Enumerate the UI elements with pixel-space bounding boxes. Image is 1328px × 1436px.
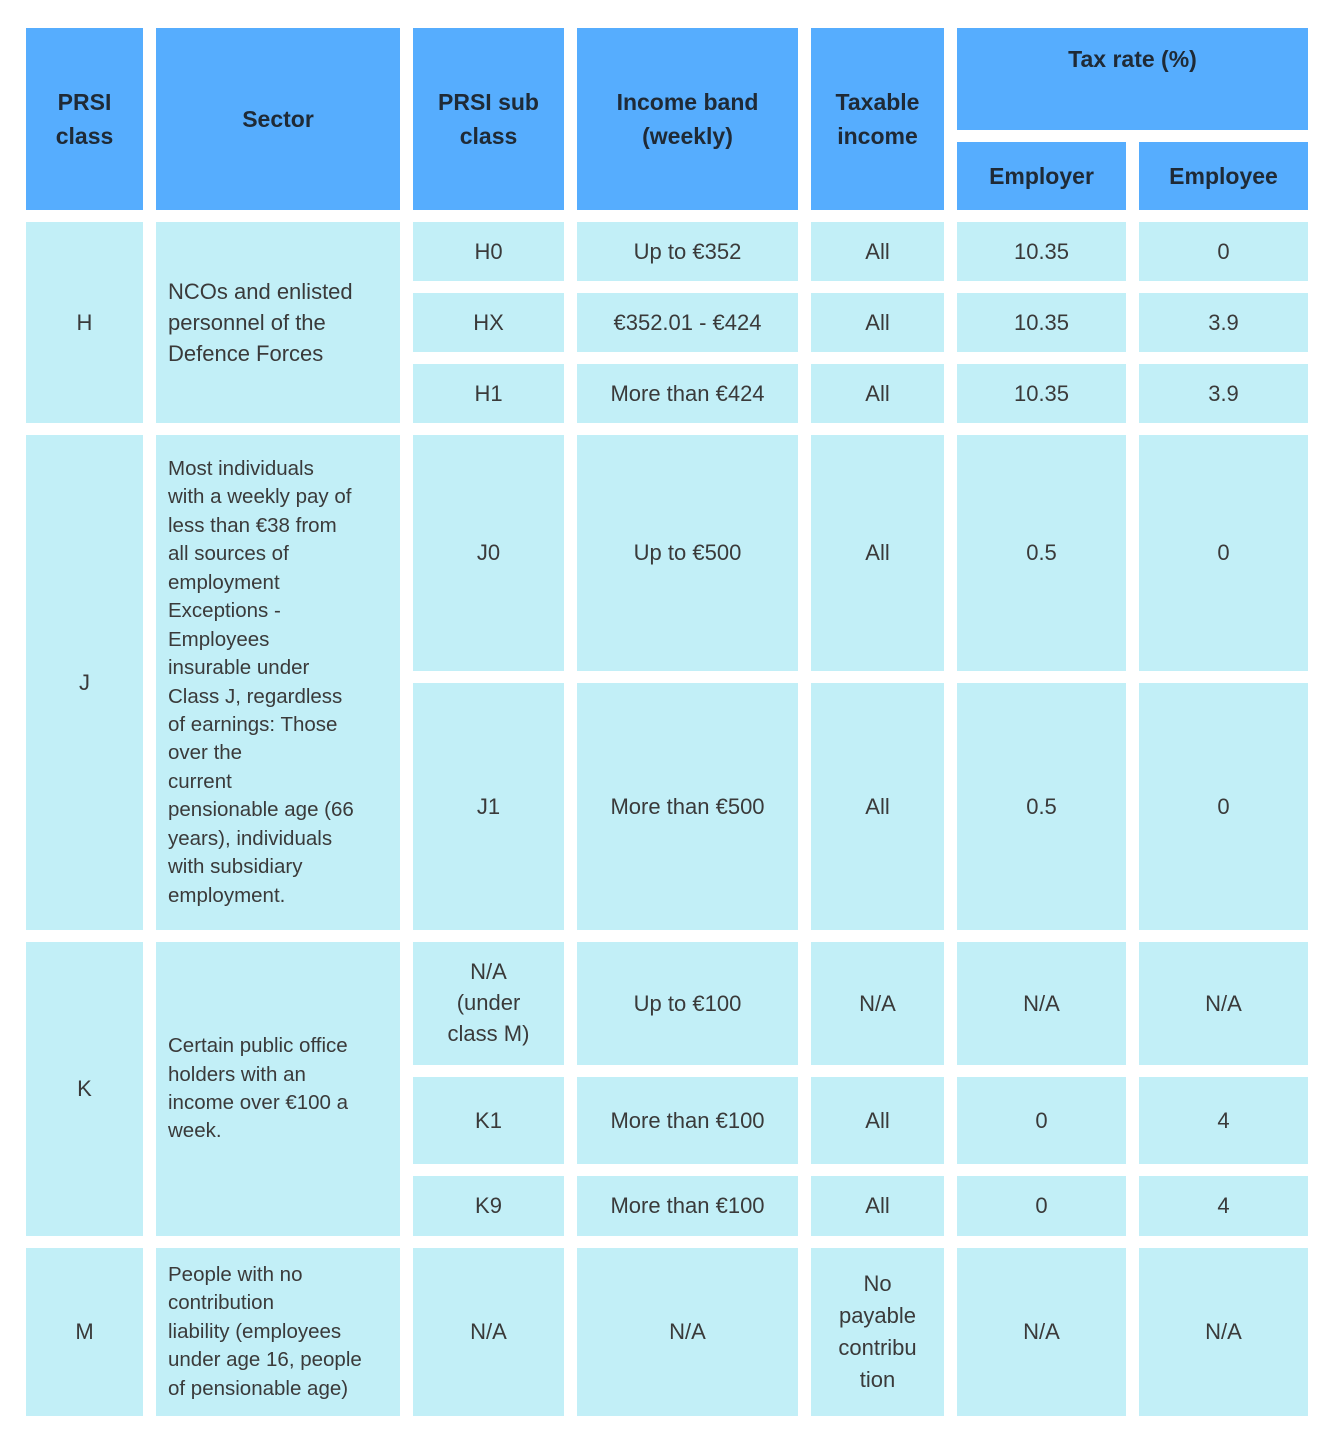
taxable-income-cell: All [811, 222, 944, 281]
income-band-cell: More than €500 [577, 683, 798, 930]
header-tax-rate [957, 28, 1308, 130]
sector-text: People with no contribution liability (employees under age 16, people of pensionable age) [168, 1262, 362, 1400]
class-label: H [76, 309, 93, 335]
class-cell-m [26, 1248, 143, 1416]
taxable-income-cell: All [811, 293, 944, 352]
sector-cell-m [156, 1248, 400, 1416]
income-band-cell: More than €100 [577, 1077, 798, 1164]
taxable-income-cell: All [811, 435, 944, 671]
employee-rate-cell: 4 [1139, 1176, 1308, 1236]
header-income-band-label: Income band (weekly) [616, 88, 759, 149]
taxable-income-cell: All [811, 1176, 944, 1236]
employer-rate-cell: 10.35 [957, 222, 1126, 281]
taxable-income-cell: N/A [811, 942, 944, 1065]
employer-rate-cell: 0 [957, 1077, 1126, 1164]
sub-class-cell: K9 [413, 1176, 564, 1236]
sub-class-cell: N/A (under class M) [413, 942, 564, 1065]
header-prsi-class [26, 28, 143, 210]
employee-rate-cell: N/A [1139, 942, 1308, 1065]
sector-text: Certain public office holders with an income over €100 a week. [168, 1034, 349, 1143]
employee-rate-cell: 0 [1139, 222, 1308, 281]
sub-class-cell: N/A [413, 1248, 564, 1416]
class-label: K [77, 1076, 92, 1102]
taxable-income-cell: All [811, 364, 944, 423]
sector-cell-k [156, 942, 400, 1236]
class-cell-h [26, 222, 143, 423]
income-band-cell: Up to €352 [577, 222, 798, 281]
employer-rate-cell: N/A [957, 942, 1126, 1065]
header-taxable-income-label: Taxable income [835, 88, 920, 149]
employer-rate-cell: 0.5 [957, 683, 1126, 930]
header-taxable-income [811, 28, 944, 210]
sub-class-cell: J1 [413, 683, 564, 930]
employee-rate-cell: 3.9 [1139, 364, 1308, 423]
sector-text: NCOs and enlisted personnel of the Defence Forces [168, 278, 353, 367]
taxable-income-cell: All [811, 1077, 944, 1164]
employer-rate-cell: 0 [957, 1176, 1126, 1236]
employer-rate-cell: 10.35 [957, 364, 1126, 423]
income-band-cell: €352.01 - €424 [577, 293, 798, 352]
header-income-band [577, 28, 798, 210]
employee-rate-cell: N/A [1139, 1248, 1308, 1416]
class-cell-j [26, 435, 143, 930]
header-employer [957, 142, 1126, 210]
sub-class-cell: H0 [413, 222, 564, 281]
class-label: M [75, 1319, 94, 1345]
income-band-cell: Up to €500 [577, 435, 798, 671]
employee-rate-cell: 3.9 [1139, 293, 1308, 352]
income-band-cell: More than €100 [577, 1176, 798, 1236]
header-sector-label: Sector [242, 105, 314, 132]
taxable-income-cell: No payable contribu tion [811, 1248, 944, 1416]
employer-rate-cell: 10.35 [957, 293, 1126, 352]
sub-class-cell: HX [413, 293, 564, 352]
income-band-cell: Up to €100 [577, 942, 798, 1065]
income-band-cell: N/A [577, 1248, 798, 1416]
header-prsi-class-label: PRSI class [55, 88, 114, 149]
sector-cell-j [156, 435, 400, 930]
employee-rate-cell: 4 [1139, 1077, 1308, 1164]
class-label: J [79, 669, 90, 695]
employer-rate-cell: 0.5 [957, 435, 1126, 671]
sector-cell-h [156, 222, 400, 423]
header-sub-class [413, 28, 564, 210]
employer-rate-cell: N/A [957, 1248, 1126, 1416]
header-sector [156, 28, 400, 210]
sub-class-cell: K1 [413, 1077, 564, 1164]
header-employer-label: Employer [989, 162, 1094, 189]
header-tax-rate-label: Tax rate (%) [1068, 46, 1197, 72]
sector-text: Most individuals with a weekly pay of less than €38 from all sources of employment Exceptions - Employees insurable under Class J, regardless of earnings: Those over the current pensionable age (66 years), individuals with subsidiary employment. [168, 456, 354, 907]
prsi-table [26, 28, 1308, 1416]
sub-class-cell: J0 [413, 435, 564, 671]
class-cell-k [26, 942, 143, 1236]
employee-rate-cell: 0 [1139, 683, 1308, 930]
header-employee [1139, 142, 1308, 210]
header-sub-class-label: PRSI sub class [438, 88, 539, 149]
header-employee-label: Employee [1169, 162, 1278, 189]
taxable-income-cell: All [811, 683, 944, 930]
employee-rate-cell: 0 [1139, 435, 1308, 671]
income-band-cell: More than €424 [577, 364, 798, 423]
sub-class-cell: H1 [413, 364, 564, 423]
